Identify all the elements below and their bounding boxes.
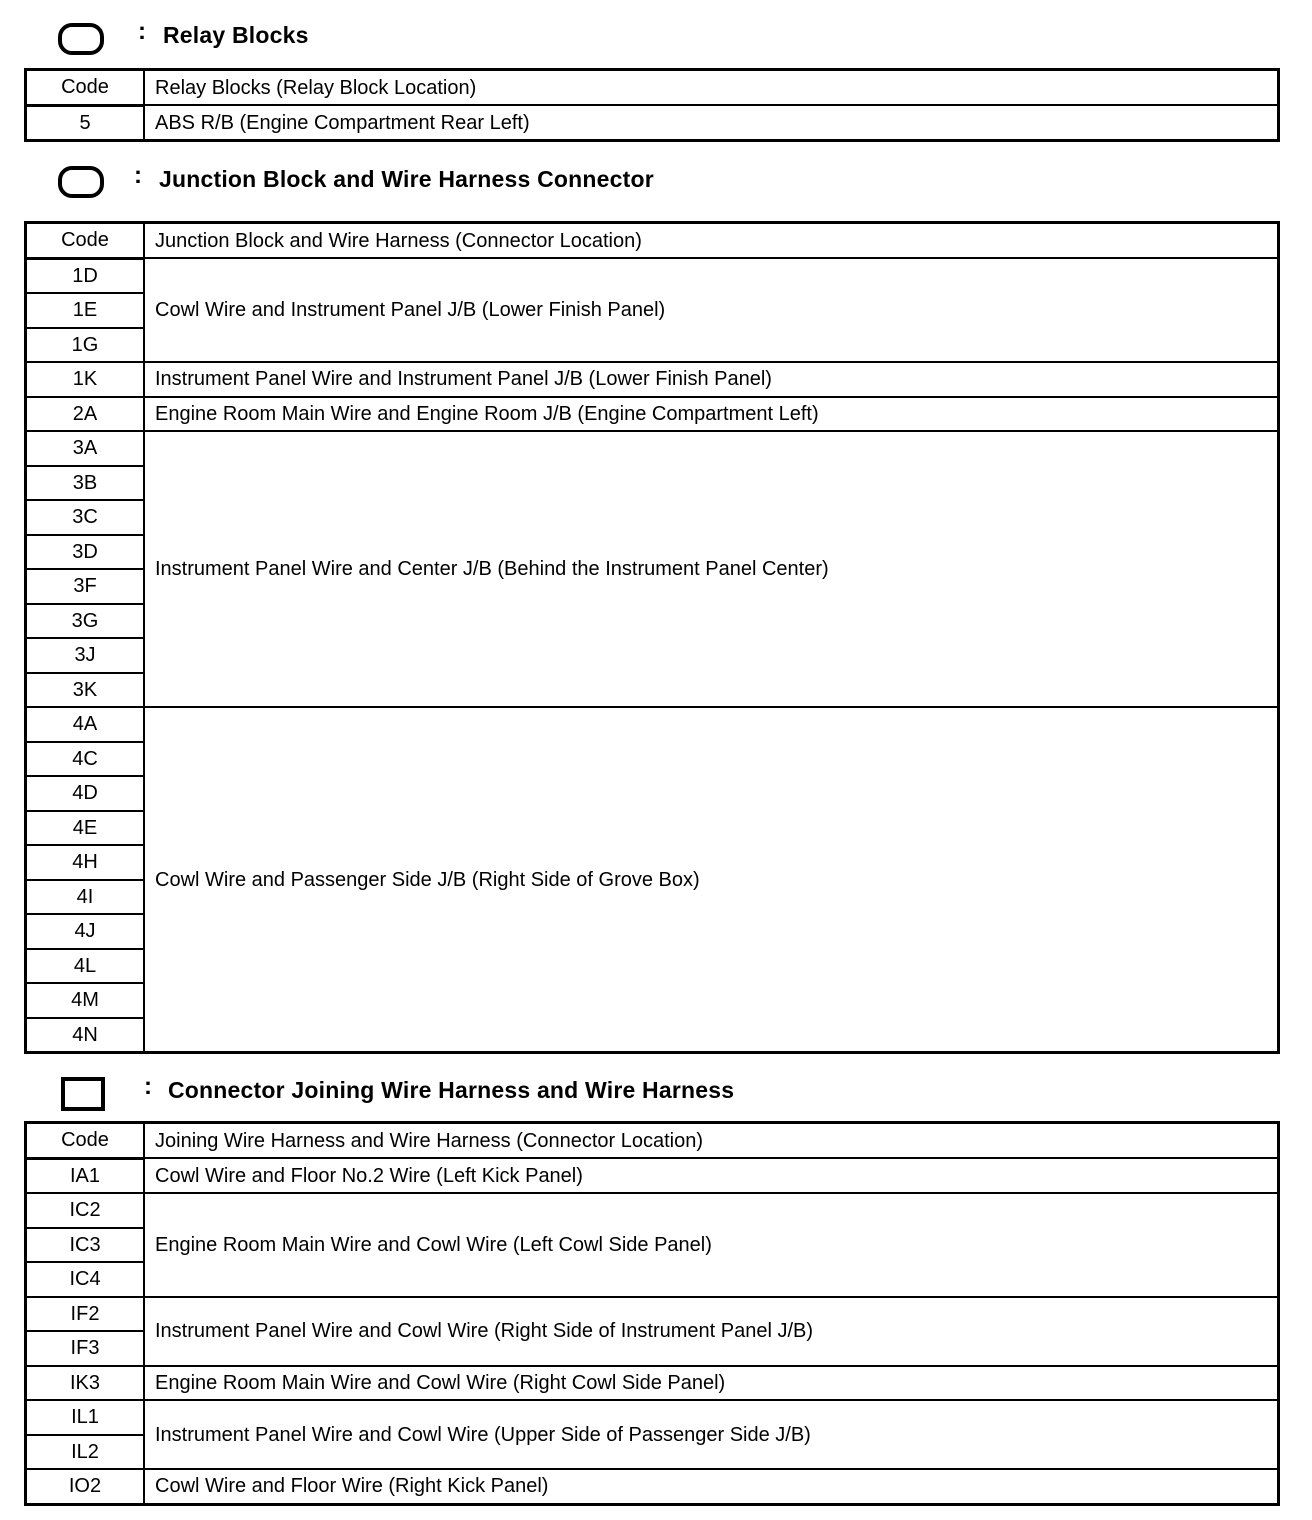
code-cell: IC4 [26, 1262, 145, 1297]
table-header-row [26, 70, 1279, 106]
location-column-header: Joining Wire Harness and Wire Harness (Connector Location) [144, 1123, 1279, 1159]
code-cell: IF3 [26, 1331, 145, 1366]
table-row [26, 1400, 1279, 1435]
connector-joining-title: Connector Joining Wire Harness and Wire Harness [168, 1077, 735, 1103]
location-cell: Engine Room Main Wire and Cowl Wire (Left Cowl Side Panel) [144, 1193, 1279, 1297]
connector-joining-heading-row [0, 1068, 1312, 1112]
junction-block-symbol-icon [58, 166, 104, 198]
code-column-header: Code [26, 70, 145, 106]
code-cell: 4N [26, 1018, 145, 1053]
code-cell: 3F [26, 569, 145, 604]
location-cell: Instrument Panel Wire and Cowl Wire (Right Side of Instrument Panel J/B) [144, 1297, 1279, 1366]
code-cell: 4L [26, 949, 145, 984]
code-cell: IC2 [26, 1193, 145, 1228]
code-cell: IL2 [26, 1435, 145, 1470]
code-cell: 4J [26, 914, 145, 949]
location-column-header: Relay Blocks (Relay Block Location) [144, 70, 1279, 106]
code-cell: 5 [26, 105, 145, 141]
table-row [26, 1158, 1279, 1193]
code-cell: 4E [26, 811, 145, 846]
code-cell: 2A [26, 397, 145, 432]
code-cell: IL1 [26, 1400, 145, 1435]
code-cell: 1E [26, 293, 145, 328]
relay-blocks-heading-row [0, 14, 1312, 58]
heading-colon: : [138, 18, 146, 45]
location-cell: Instrument Panel Wire and Instrument Panel J/B (Lower Finish Panel) [144, 362, 1279, 397]
location-cell: Engine Room Main Wire and Engine Room J/B (Engine Compartment Left) [144, 397, 1279, 432]
location-cell: Cowl Wire and Floor Wire (Right Kick Panel) [144, 1469, 1279, 1504]
location-cell: ABS R/B (Engine Compartment Rear Left) [144, 105, 1279, 141]
code-cell: 4M [26, 983, 145, 1018]
relay-blocks-table [24, 68, 1280, 142]
relay-block-symbol-icon [58, 23, 104, 55]
table-row [26, 397, 1279, 432]
connector-joining-table [24, 1121, 1280, 1506]
heading-colon: : [134, 162, 142, 189]
code-cell: 3A [26, 431, 145, 466]
code-cell: 3C [26, 500, 145, 535]
code-cell: 3J [26, 638, 145, 673]
code-cell: 3D [26, 535, 145, 570]
table-row [26, 1469, 1279, 1504]
junction-block-table [24, 221, 1280, 1054]
table-row [26, 1366, 1279, 1401]
code-cell: IF2 [26, 1297, 145, 1332]
code-cell: IK3 [26, 1366, 145, 1401]
location-cell: Instrument Panel Wire and Center J/B (Behind the Instrument Panel Center) [144, 431, 1279, 707]
code-cell: 3B [26, 466, 145, 501]
code-cell: 1G [26, 328, 145, 363]
relay-blocks-title: Relay Blocks [163, 22, 309, 48]
connector-symbol-icon [61, 1077, 105, 1111]
table-row [26, 1193, 1279, 1228]
table-header-row [26, 1123, 1279, 1159]
location-cell: Engine Room Main Wire and Cowl Wire (Right Cowl Side Panel) [144, 1366, 1279, 1401]
table-row [26, 258, 1279, 293]
code-cell: 3K [26, 673, 145, 708]
code-column-header: Code [26, 1123, 145, 1159]
code-cell: IA1 [26, 1158, 145, 1193]
location-cell: Cowl Wire and Passenger Side J/B (Right Side of Grove Box) [144, 707, 1279, 1053]
location-column-header: Junction Block and Wire Harness (Connector Location) [144, 223, 1279, 259]
heading-colon: : [144, 1073, 152, 1100]
location-cell: Instrument Panel Wire and Cowl Wire (Upper Side of Passenger Side J/B) [144, 1400, 1279, 1469]
table-row [26, 362, 1279, 397]
table-row [26, 1297, 1279, 1332]
code-cell: 3G [26, 604, 145, 639]
code-cell: 1D [26, 258, 145, 293]
location-cell: Cowl Wire and Instrument Panel J/B (Lower Finish Panel) [144, 258, 1279, 362]
code-cell: IO2 [26, 1469, 145, 1504]
table-header-row [26, 223, 1279, 259]
table-row [26, 707, 1279, 742]
code-cell: 4I [26, 880, 145, 915]
table-row [26, 105, 1279, 141]
code-cell: 4A [26, 707, 145, 742]
junction-block-title: Junction Block and Wire Harness Connector [159, 166, 654, 192]
code-cell: 4H [26, 845, 145, 880]
junction-block-heading-row [0, 158, 1312, 202]
code-cell: 4D [26, 776, 145, 811]
location-cell: Cowl Wire and Floor No.2 Wire (Left Kick Panel) [144, 1158, 1279, 1193]
code-cell: IC3 [26, 1228, 145, 1263]
code-column-header: Code [26, 223, 145, 259]
code-cell: 1K [26, 362, 145, 397]
table-row [26, 431, 1279, 466]
code-cell: 4C [26, 742, 145, 777]
